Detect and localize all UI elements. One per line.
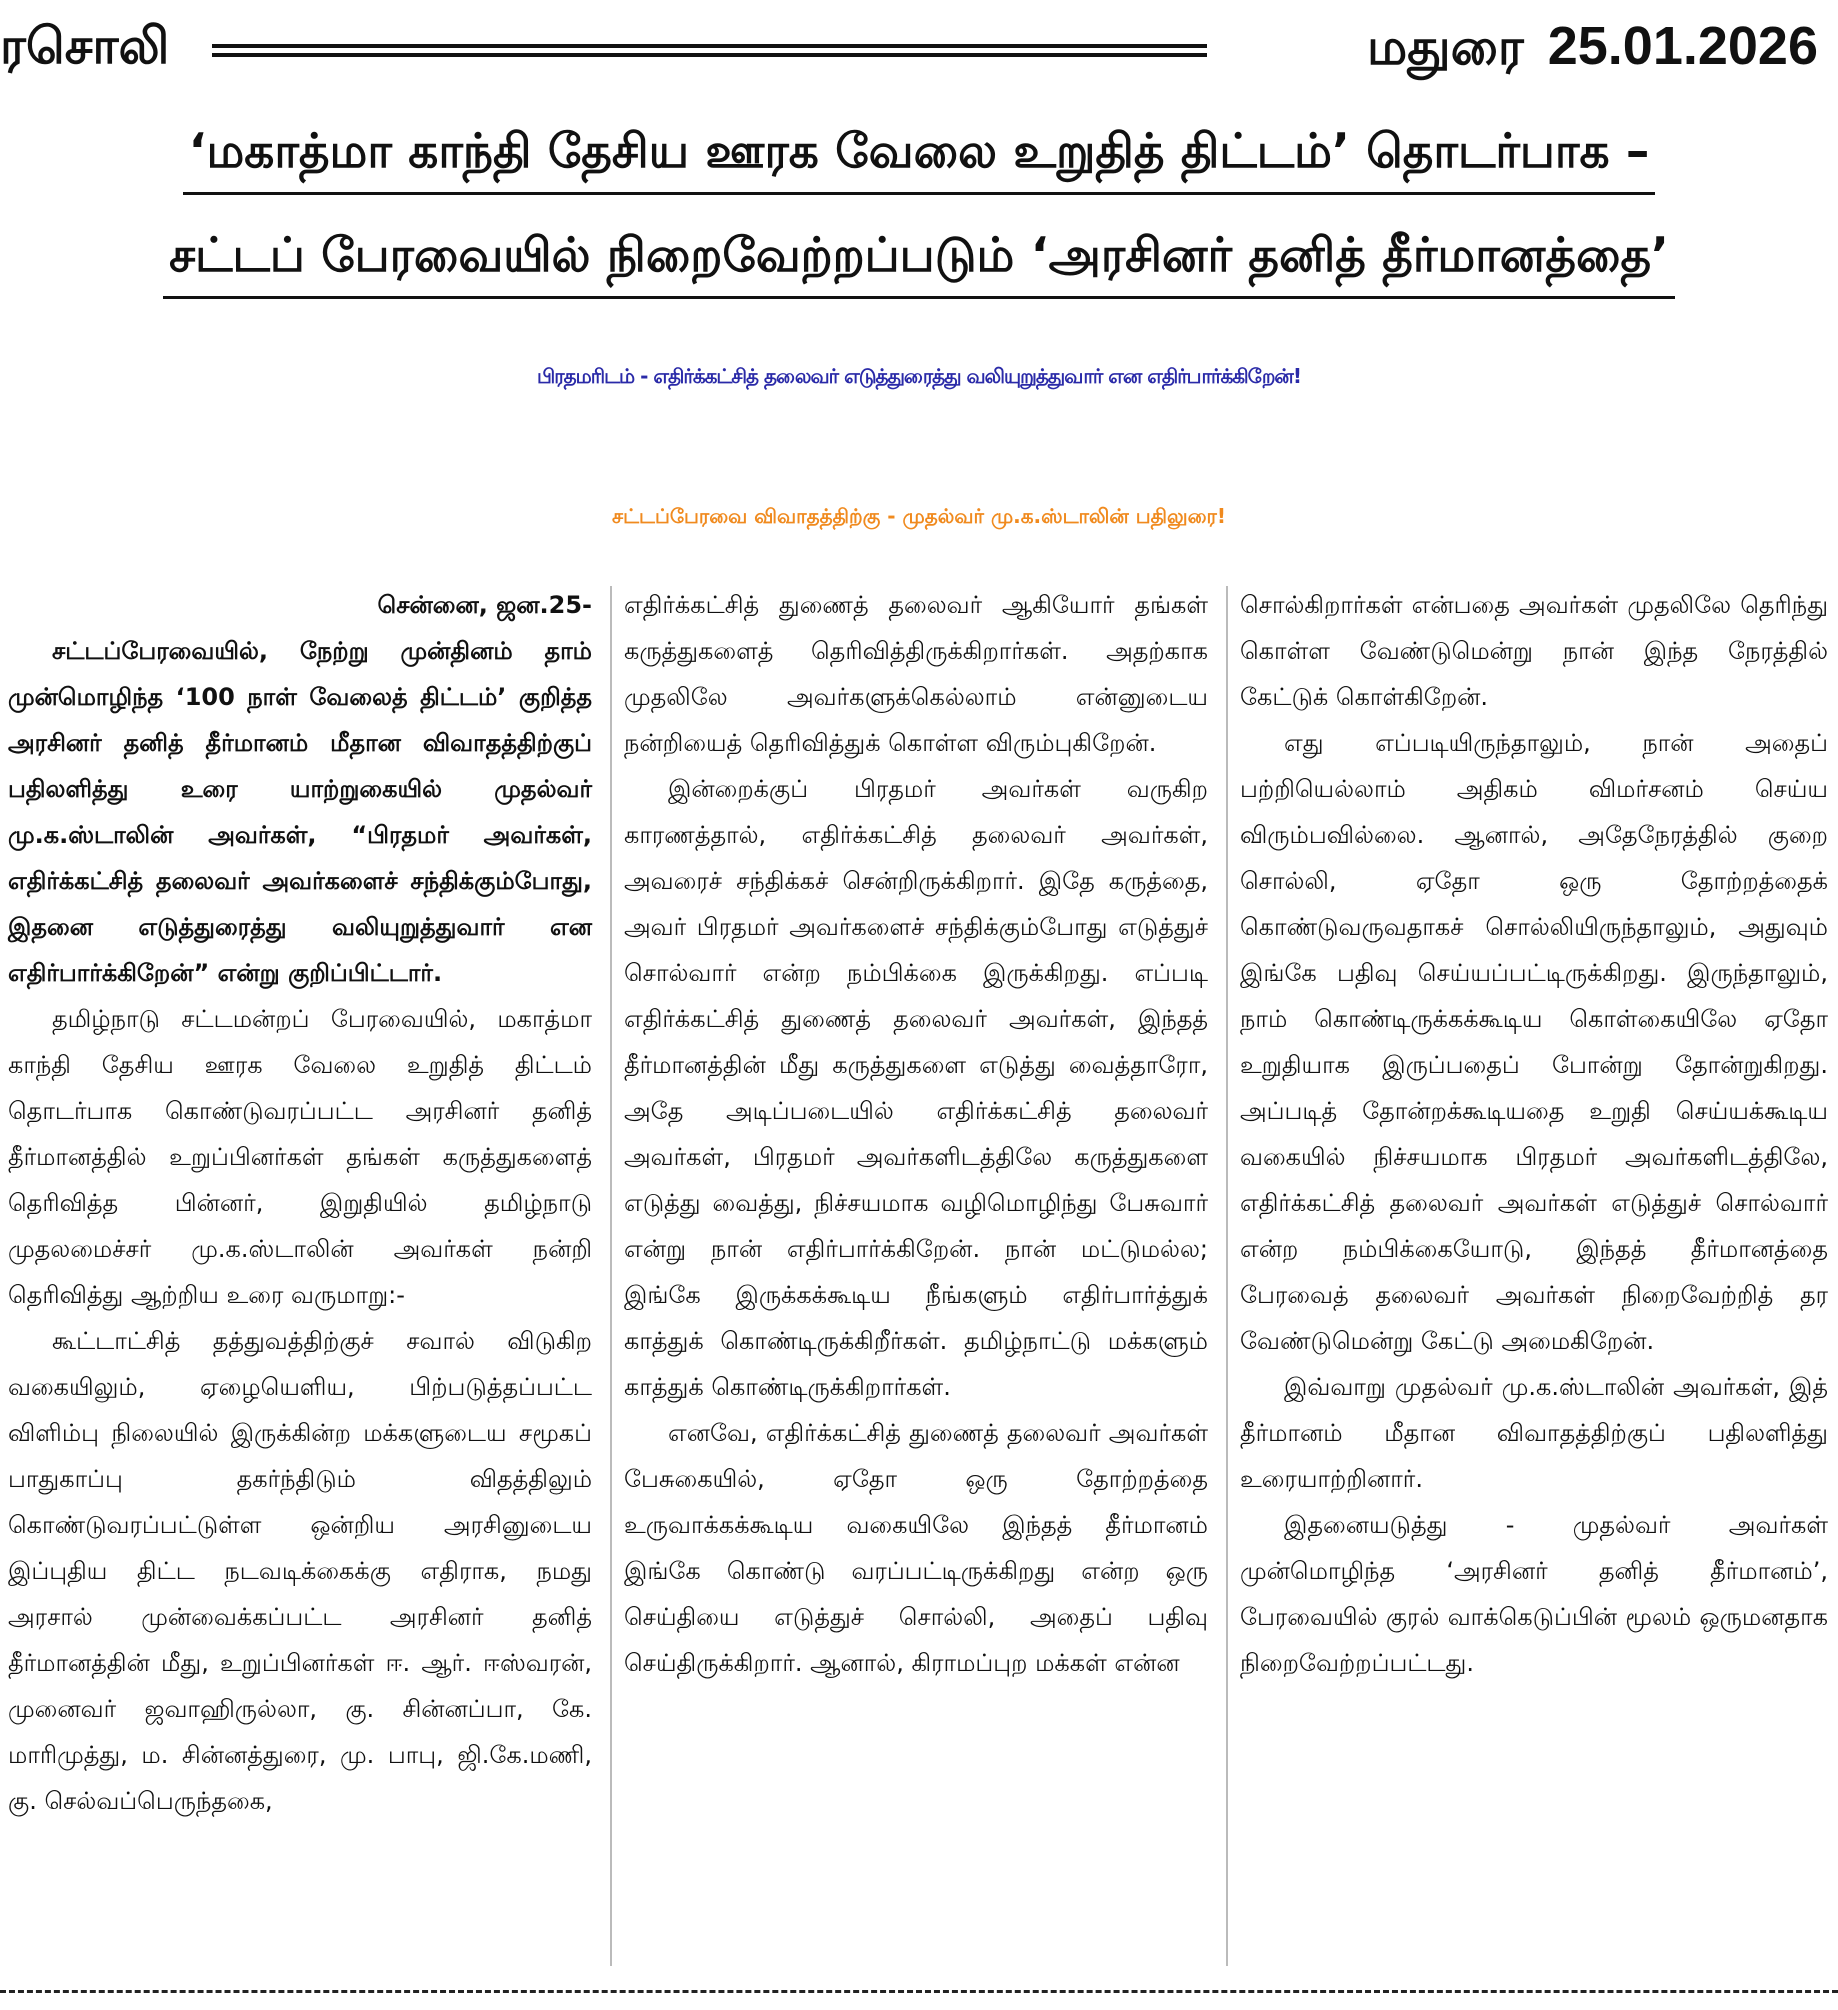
newspaper-name: ரசொலி (0, 17, 170, 75)
masthead-edition (1367, 10, 1818, 83)
column-1 (8, 582, 592, 1824)
paragraph: கூட்டாட்சித் தத்துவத்திற்குச் சவால் விடுகிற வகையிலும், ஏழையெளிய, பிற்படுத்தப்பட்ட விளிம்பு நிலையில் இருக்கின்ற மக்களுடைய சமூகப் பாதுகாப்பு தகர்ந்திடும் விதத்திலும் கொண்டுவரப்பட்டுள்ள ஒன்றிய அரசினுடைய இப்புதிய திட்ட நடவடிக்கைக்கு எதிராக, நமது அரசால் முன்வைக்கப்பட்ட அரசினர் தனித் தீர்மானத்தின் மீது, உறுப்பினர்கள் ஈ. ஆர். ஈஸ்வரன், முனைவர் ஜவாஹிருல்லா, கு. சின்னப்பா, கே. மாரிமுத்து, ம. சின்னத்துரை, மு. பாபு, ஜி.கே.மணி, கு. செல்வப்பெருந்தகை, (8, 1327, 592, 1815)
bottom-dashed-rule (0, 1990, 1838, 1993)
masthead-rule (212, 44, 1207, 57)
paragraph: சொல்கிறார்கள் என்பதை அவர்கள் முதலிலே தெரிந்து கொள்ள வேண்டுமென்று நான் இந்த நேரத்தில் கேட்டுக் கொள்கிறேன். (1240, 591, 1828, 711)
column-2 (624, 582, 1208, 1686)
column-divider (1226, 586, 1228, 1966)
edition-city: மதுரை (1366, 18, 1524, 76)
paragraph: இவ்வாறு முதல்வர் மு.க.ஸ்டாலின் அவர்கள், இத் தீர்மானம் மீதான விவாதத்திற்குப் பதிலளித்து உரையாற்றினார். (1240, 1373, 1828, 1493)
headline: பிரதமரிடம் - எதிர்க்கட்சித் தலைவர் எடுத்துரைத்து வலியுறுத்துவார் என எதிர்பார்க்கிறேன்! (537, 364, 1301, 388)
kicker-line-2: சட்டப் பேரவையில் நிறைவேற்றப்படும் ‘அரசினர் தனித் தீர்மானத்தை’ (0, 222, 1838, 299)
column-divider (610, 586, 612, 1966)
paragraph: எது எப்படியிருந்தாலும், நான் அதைப் பற்றியெல்லாம் அதிகம் விமர்சனம் செய்ய விரும்பவில்லை. ஆனால், அதேநேரத்தில் குறை சொல்லி, ஏதோ ஒரு தோற்றத்தைக் கொண்டுவருவதாகச் சொல்லியிருந்தாலும், அதுவும் இங்கே பதிவு செய்யப்பட்டிருக்கிறது. இருந்தாலும், நாம் கொண்டிருக்கக்கூடிய கொள்கையிலே ஏதோ உறுதியாக இருப்பதைப் போன்று தோன்றுகிறது. அப்படித் தோன்றக்கூடியதை உறுதி செய்யக்கூடிய வகையில் நிச்சயமாக பிரதமர் அவர்களிடத்திலே, எதிர்க்கட்சித் தலைவர் அவர்கள் எடுத்துச் சொல்வார் என்ற நம்பிக்கையோடு, இந்தத் தீர்மானத்தை பேரவைத் தலைவர் அவர்கள் நிறைவேற்றித் தர வேண்டுமென்று கேட்டு அமைகிறேன். (1240, 729, 1828, 1355)
lead-paragraph: சட்டப்பேரவையில், நேற்று முன்தினம் தாம் முன்மொழிந்த ‘100 நாள் வேலைத் திட்டம்’ குறித்த அரசினர் தனித் தீர்மானம் மீதான விவாதத்திற்குப் பதிலளித்து உரை யாற்றுகையில் முதல்வர் மு.க.ஸ்டாலின் அவர்கள், “பிரதமர் அவர்கள், எதிர்க்கட்சித் தலைவர் அவர்களைச் சந்திக்கும்போது, இதனை எடுத்துரைத்து வலியுறுத்துவார் என எதிர்பார்க்கிறேன்” என்று குறிப்பிட்டார். (8, 637, 592, 987)
dateline: சென்னை, ஜன.25- (377, 591, 592, 619)
masthead (0, 10, 1838, 94)
paragraph: எனவே, எதிர்க்கட்சித் துணைத் தலைவர் அவர்கள் பேசுகையில், ஏதோ ஒரு தோற்றத்தை உருவாக்கக்கூடிய வகையிலே இந்தத் தீர்மானம் இங்கே கொண்டு வரப்பட்டிருக்கிறது என்ற ஒரு செய்தியை எடுத்துச் சொல்லி, அதைப் பதிவு செய்திருக்கிறார். ஆனால், கிராமப்புற மக்கள் என்ன (624, 1419, 1208, 1677)
paragraph: இன்றைக்குப் பிரதமர் அவர்கள் வருகிற காரணத்தால், எதிர்க்கட்சித் தலைவர் அவர்கள், அவரைச் சந்திக்கச் சென்றிருக்கிறார். இதே கருத்தை, அவர் பிரதமர் அவர்களைச் சந்திக்கும்போது எடுத்துச் சொல்வார் என்ற நம்பிக்கை இருக்கிறது. எப்படி எதிர்க்கட்சித் துணைத் தலைவர் அவர்கள், இந்தத் தீர்மானத்தின் மீது கருத்துகளை எடுத்து வைத்தாரோ, அதே அடிப்படையில் எதிர்க்கட்சித் தலைவர் அவர்கள், பிரதமர் அவர்களிடத்திலே கருத்துகளை எடுத்து வைத்து, நிச்சயமாக வழிமொழிந்து பேசுவார் என்று நான் எதிர்பார்க்கிறேன். நான் மட்டுமல்ல; இங்கே இருக்கக்கூடிய நீங்களும் எதிர்பார்த்துக் காத்துக் கொண்டிருக்கிறீர்கள். தமிழ்நாட்டு மக்களும் காத்துக் கொண்டிருக்கிறார்கள். (624, 775, 1208, 1401)
article-body (0, 582, 1838, 1982)
column-3 (1240, 582, 1828, 1686)
edition-date: 25.01.2026 (1547, 16, 1818, 76)
subheadline: சட்டப்பேரவை விவாதத்திற்கு - முதல்வர் மு.க.ஸ்டாலின் பதிலுரை! (612, 504, 1226, 528)
paragraph: இதனையடுத்து - முதல்வர் அவர்கள் முன்மொழிந்த ‘அரசினர் தனித் தீர்மானம்’, பேரவையில் குரல் வாக்கெடுப்பின் மூலம் ஒருமனதாக நிறைவேற்றப்பட்டது. (1240, 1511, 1828, 1677)
kicker-line-1: ‘மகாத்மா காந்தி தேசிய ஊரக வேலை உறுதித் திட்டம்’ தொடர்பாக – (0, 118, 1838, 195)
paragraph: எதிர்க்கட்சித் துணைத் தலைவர் ஆகியோர் தங்கள் கருத்துகளைத் தெரிவித்திருக்கிறார்கள். அதற்காக முதலிலே அவர்களுக்கெல்லாம் என்னுடைய நன்றியைத் தெரிவித்துக் கொள்ள விரும்புகிறேன். (624, 591, 1208, 757)
paragraph: தமிழ்நாடு சட்டமன்றப் பேரவையில், மகாத்மா காந்தி தேசிய ஊரக வேலை உறுதித் திட்டம் தொடர்பாக கொண்டுவரப்பட்ட அரசினர் தனித் தீர்மானத்தில் உறுப்பினர்கள் தங்கள் கருத்துகளைத் தெரிவித்த பின்னர், இறுதியில் தமிழ்நாடு முதலமைச்சர் மு.க.ஸ்டாலின் அவர்கள் நன்றி தெரிவித்து ஆற்றிய உரை வருமாறு:- (8, 1005, 592, 1309)
